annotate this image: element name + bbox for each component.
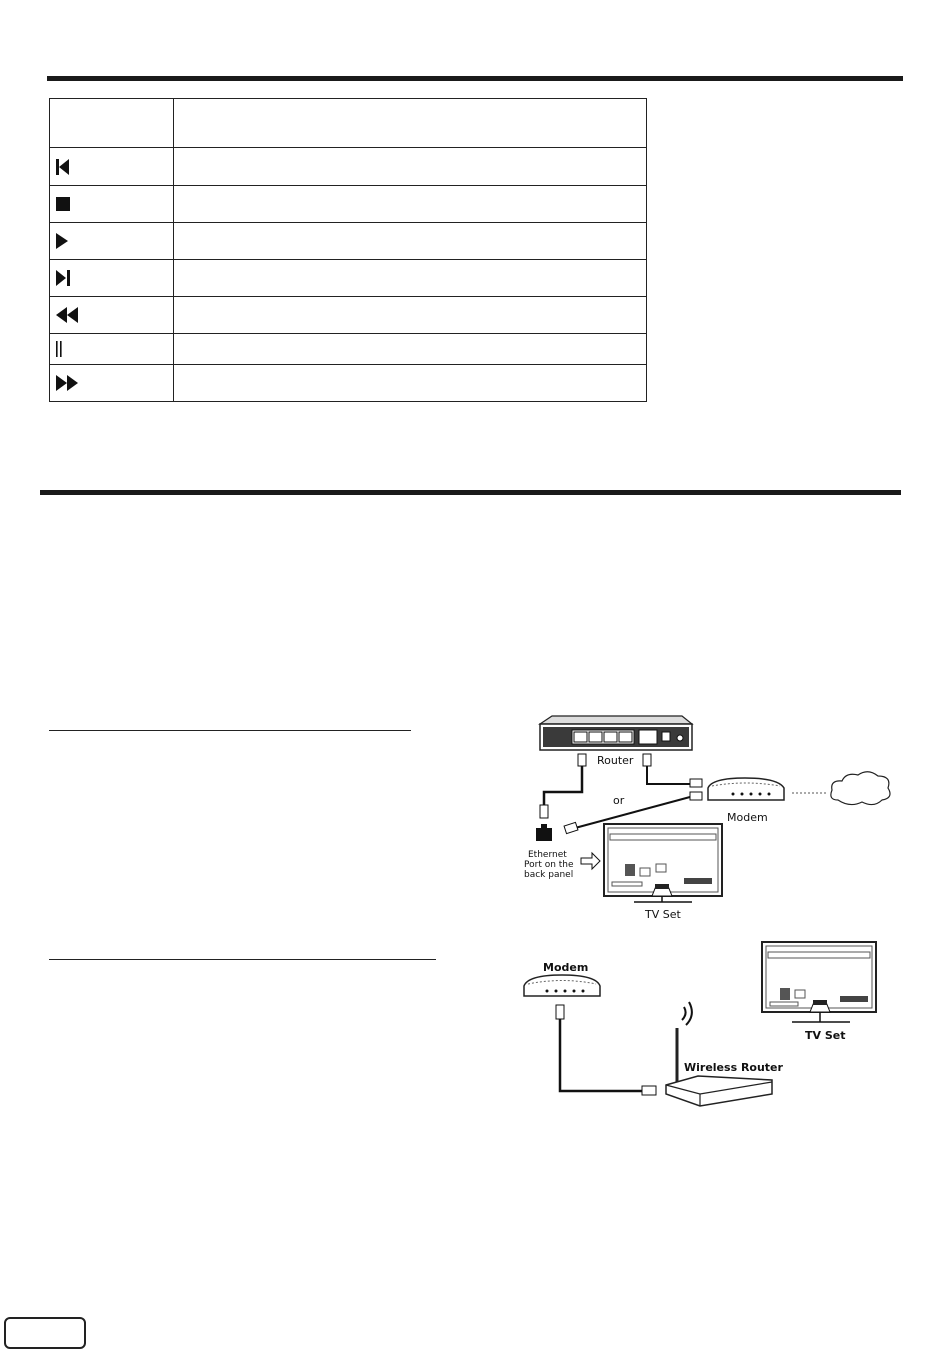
tv-set-back-2 xyxy=(762,942,876,1022)
tvset-label: TV Set xyxy=(645,908,681,921)
wireless-router-device xyxy=(666,1002,772,1106)
ethernet-cable xyxy=(544,766,582,805)
ethernet-plug xyxy=(564,822,578,833)
ethernet-cable xyxy=(647,766,690,784)
tvset-label-2: TV Set xyxy=(805,1029,846,1042)
modem-device-2 xyxy=(524,975,600,996)
ethernet-plug xyxy=(690,792,702,800)
arrow-icon xyxy=(581,853,600,869)
ethernet-plug xyxy=(690,779,702,787)
cloud-icon xyxy=(831,772,890,805)
ethernet-plug xyxy=(643,754,651,766)
ethernet-plug xyxy=(642,1086,656,1095)
wireless-router-label: Wireless Router xyxy=(684,1061,783,1074)
ethernet-plug xyxy=(556,1005,564,1019)
ethernet-port-icon xyxy=(536,828,552,841)
router-device xyxy=(540,716,692,750)
modem-label-2: Modem xyxy=(543,961,589,974)
ethernet-port-label: Ethernet Port on the back panel xyxy=(524,850,574,880)
tv-set-back xyxy=(604,824,722,902)
modem-label: Modem xyxy=(727,811,768,824)
router-label: Router xyxy=(597,754,634,767)
ethernet-plug xyxy=(540,805,548,818)
modem-device xyxy=(708,778,784,800)
ethernet-plug xyxy=(578,754,586,766)
ethernet-cable xyxy=(560,1019,642,1091)
or-label: or xyxy=(613,794,625,807)
page-number-tab xyxy=(4,1317,86,1349)
